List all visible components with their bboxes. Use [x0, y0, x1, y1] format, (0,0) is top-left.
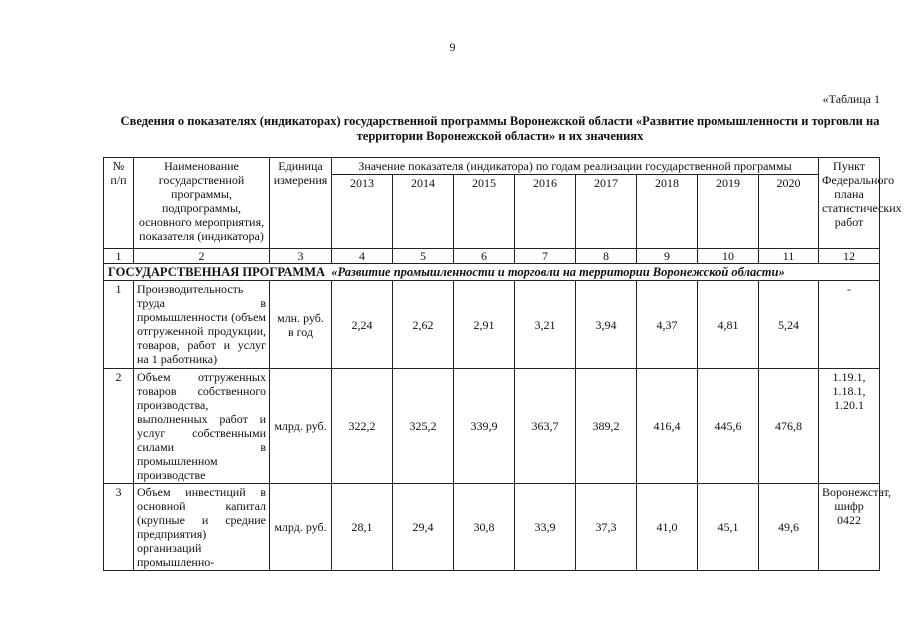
row-value: 33,9 — [515, 484, 576, 571]
column-number: 12 — [819, 249, 880, 264]
row-value: 445,6 — [698, 369, 759, 484]
row-value: 389,2 — [576, 369, 637, 484]
header-year: 2018 — [637, 175, 698, 249]
column-number-row — [104, 249, 880, 264]
row-unit: млрд. руб. — [270, 369, 332, 484]
row-value: 2,24 — [332, 281, 393, 369]
row-value: 322,2 — [332, 369, 393, 484]
row-unit: млн. руб. в год — [270, 281, 332, 369]
column-number: 4 — [332, 249, 393, 264]
column-number: 5 — [393, 249, 454, 264]
program-row — [104, 264, 880, 281]
row-value: 476,8 — [759, 369, 819, 484]
row-value: 325,2 — [393, 369, 454, 484]
row-value: 416,4 — [637, 369, 698, 484]
row-value: 3,21 — [515, 281, 576, 369]
row-value: 4,81 — [698, 281, 759, 369]
header-col-no: № п/п — [104, 158, 134, 249]
table-row — [104, 281, 880, 369]
document-title: Сведения о показателях (индикаторах) государственной программы Воронежской области «Развитие промышленности и торговли на территории Воронежской области» и их значениях — [120, 114, 880, 143]
row-indicator-name: Производительность труда в промышленности (объем отгруженной продукции, товаров, работ и услуг на 1 работника) — [134, 281, 270, 369]
column-number: 7 — [515, 249, 576, 264]
table-row — [104, 369, 880, 484]
row-number: 2 — [104, 369, 134, 484]
indicators-table — [103, 157, 902, 571]
row-value: 2,62 — [393, 281, 454, 369]
row-value: 5,24 — [759, 281, 819, 369]
row-indicator-name: Объем отгруженных товаров собственного производства, выполненных работ и услуг собственными силами в промышленном производстве — [134, 369, 270, 484]
column-number: 9 — [637, 249, 698, 264]
table-row — [104, 484, 880, 571]
row-value: 49,6 — [759, 484, 819, 571]
column-number: 6 — [454, 249, 515, 264]
header-year: 2017 — [576, 175, 637, 249]
header-col-unit: Единица измерения — [270, 158, 332, 249]
row-value: 4,37 — [637, 281, 698, 369]
header-year: 2013 — [332, 175, 393, 249]
row-number: 3 — [104, 484, 134, 571]
header-year: 2015 — [454, 175, 515, 249]
row-ref: - — [819, 281, 880, 369]
program-prefix: ГОСУДАРСТВЕННАЯ ПРОГРАММА — [108, 265, 326, 279]
header-year: 2019 — [698, 175, 759, 249]
header-year: 2016 — [515, 175, 576, 249]
column-number: 8 — [576, 249, 637, 264]
column-number: 2 — [134, 249, 270, 264]
header-col-name: Наименование государственной программы, подпрограммы, основного мероприятия, показателя (индикатора) — [134, 158, 270, 249]
column-number: 10 — [698, 249, 759, 264]
row-value: 45,1 — [698, 484, 759, 571]
column-number: 1 — [104, 249, 134, 264]
row-value: 2,91 — [454, 281, 515, 369]
row-value: 37,3 — [576, 484, 637, 571]
row-ref: Воронежстат, шифр 0422 — [819, 484, 880, 571]
row-ref: 1.19.1, 1.18.1, 1.20.1 — [819, 369, 880, 484]
page-number: 9 — [449, 40, 456, 54]
row-indicator-name: Объем инвестиций в основной капитал (крупные и средние предприятия) организаций промышленно- — [134, 484, 270, 571]
row-value: 3,94 — [576, 281, 637, 369]
header-col-ref: Пункт Федерального плана статистических работ — [819, 158, 880, 249]
row-value: 29,4 — [393, 484, 454, 571]
row-value: 363,7 — [515, 369, 576, 484]
program-name: «Развитие промышленности и торговли на территории Воронежской области» — [331, 265, 785, 279]
row-number: 1 — [104, 281, 134, 369]
column-number: 11 — [759, 249, 819, 264]
header-col-values: Значение показателя (индикатора) по годам реализации государственной программы — [332, 158, 819, 175]
header-year: 2014 — [393, 175, 454, 249]
column-number: 3 — [270, 249, 332, 264]
row-value: 28,1 — [332, 484, 393, 571]
header-year: 2020 — [759, 175, 819, 249]
table-caption: «Таблица 1 — [822, 92, 880, 106]
row-value: 41,0 — [637, 484, 698, 571]
row-unit: млрд. руб. — [270, 484, 332, 571]
program-title — [104, 264, 880, 281]
row-value: 30,8 — [454, 484, 515, 571]
row-value: 339,9 — [454, 369, 515, 484]
